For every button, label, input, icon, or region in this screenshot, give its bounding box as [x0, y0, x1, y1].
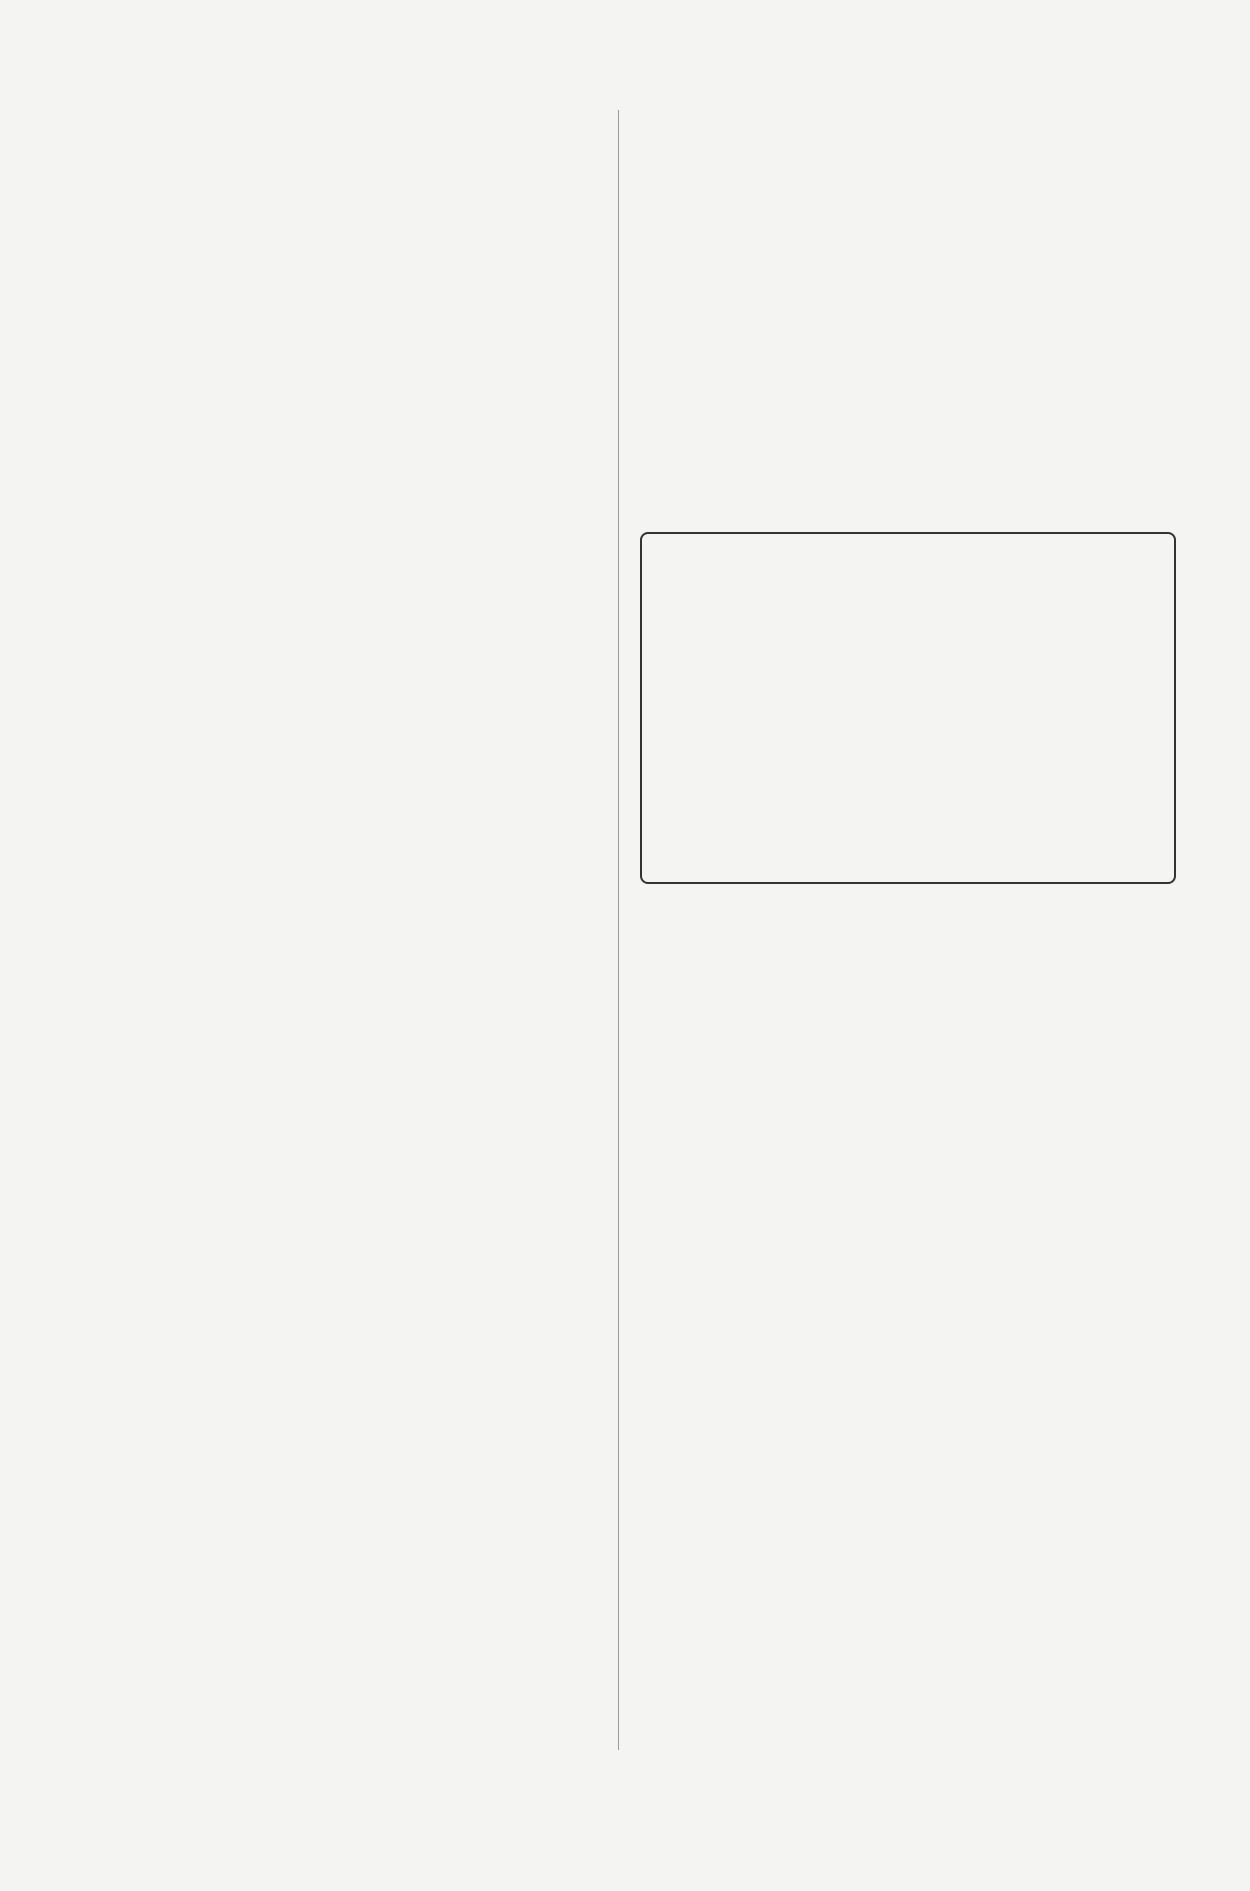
text-line	[78, 518, 598, 557]
text-line	[640, 1058, 1160, 1097]
text-line	[78, 1103, 598, 1142]
text-line	[78, 1532, 598, 1571]
text-line	[78, 1337, 598, 1376]
typical-sentences-box	[640, 532, 1176, 884]
text-line	[78, 1688, 598, 1727]
section-heading	[640, 206, 1160, 245]
text-line	[640, 1097, 1160, 1136]
text-line	[662, 595, 1158, 634]
text-line	[640, 245, 1160, 284]
section-heading	[78, 1220, 598, 1259]
text-line	[640, 284, 1160, 323]
column-divider	[618, 110, 619, 1750]
text-line	[78, 1610, 598, 1649]
text-line	[78, 1259, 598, 1298]
text-line	[640, 323, 1160, 362]
text-line	[78, 1493, 598, 1532]
text-line	[78, 440, 598, 479]
text-line	[78, 752, 598, 791]
text-line	[640, 1292, 1160, 1331]
text-line	[640, 479, 1160, 518]
text-line	[78, 167, 598, 206]
right-column	[640, 128, 1160, 1760]
text-line	[640, 1526, 1160, 1565]
text-line	[78, 1454, 598, 1493]
section-heading	[640, 1175, 1160, 1214]
text-line	[640, 1487, 1160, 1526]
text-line	[640, 1643, 1160, 1682]
text-line	[662, 712, 1158, 751]
text-line	[78, 674, 598, 713]
text-line	[640, 362, 1160, 401]
text-line	[78, 635, 598, 674]
text-line	[78, 1415, 598, 1454]
section-heading	[640, 980, 1160, 1019]
text-line	[78, 1298, 598, 1337]
text-line	[662, 790, 1158, 829]
text-line	[78, 947, 598, 986]
text-line	[78, 830, 598, 869]
text-line	[662, 673, 1158, 712]
text-line	[78, 479, 598, 518]
text-line	[78, 1025, 598, 1064]
text-line	[640, 401, 1160, 440]
section-heading	[640, 941, 1160, 980]
text-line	[662, 634, 1158, 673]
section-heading	[78, 1142, 598, 1181]
text-line	[640, 1331, 1160, 1370]
right-column-top	[640, 128, 1160, 518]
text-line	[78, 206, 598, 245]
text-line	[78, 1376, 598, 1415]
left-column	[78, 128, 598, 1766]
text-line	[78, 284, 598, 323]
section-heading	[640, 902, 1160, 941]
text-line	[662, 556, 1158, 595]
text-line	[640, 1370, 1160, 1409]
text-line	[640, 1214, 1160, 1253]
text-line	[78, 908, 598, 947]
text-line	[640, 1721, 1160, 1760]
text-line	[640, 1448, 1160, 1487]
box-content	[662, 556, 1158, 868]
text-line	[640, 1409, 1160, 1448]
text-line	[78, 1571, 598, 1610]
text-line	[78, 323, 598, 362]
text-line	[78, 362, 598, 401]
text-line	[640, 440, 1160, 479]
text-line	[640, 1253, 1160, 1292]
text-line	[78, 1649, 598, 1688]
text-line	[78, 128, 598, 167]
text-line	[662, 751, 1158, 790]
right-column-bottom	[640, 902, 1160, 1760]
text-line	[78, 1727, 598, 1766]
text-line	[640, 167, 1160, 206]
text-line	[640, 1019, 1160, 1058]
text-line	[78, 596, 598, 635]
text-line	[78, 557, 598, 596]
text-line	[640, 128, 1160, 167]
text-line	[78, 1064, 598, 1103]
text-line	[78, 986, 598, 1025]
text-line	[640, 1136, 1160, 1175]
section-heading	[78, 1181, 598, 1220]
text-line	[662, 829, 1158, 868]
text-line	[78, 401, 598, 440]
text-line	[640, 1682, 1160, 1721]
text-line	[640, 1604, 1160, 1643]
text-line	[78, 713, 598, 752]
text-line	[78, 791, 598, 830]
section-heading	[78, 869, 598, 908]
text-line	[640, 1565, 1160, 1604]
text-line	[78, 245, 598, 284]
